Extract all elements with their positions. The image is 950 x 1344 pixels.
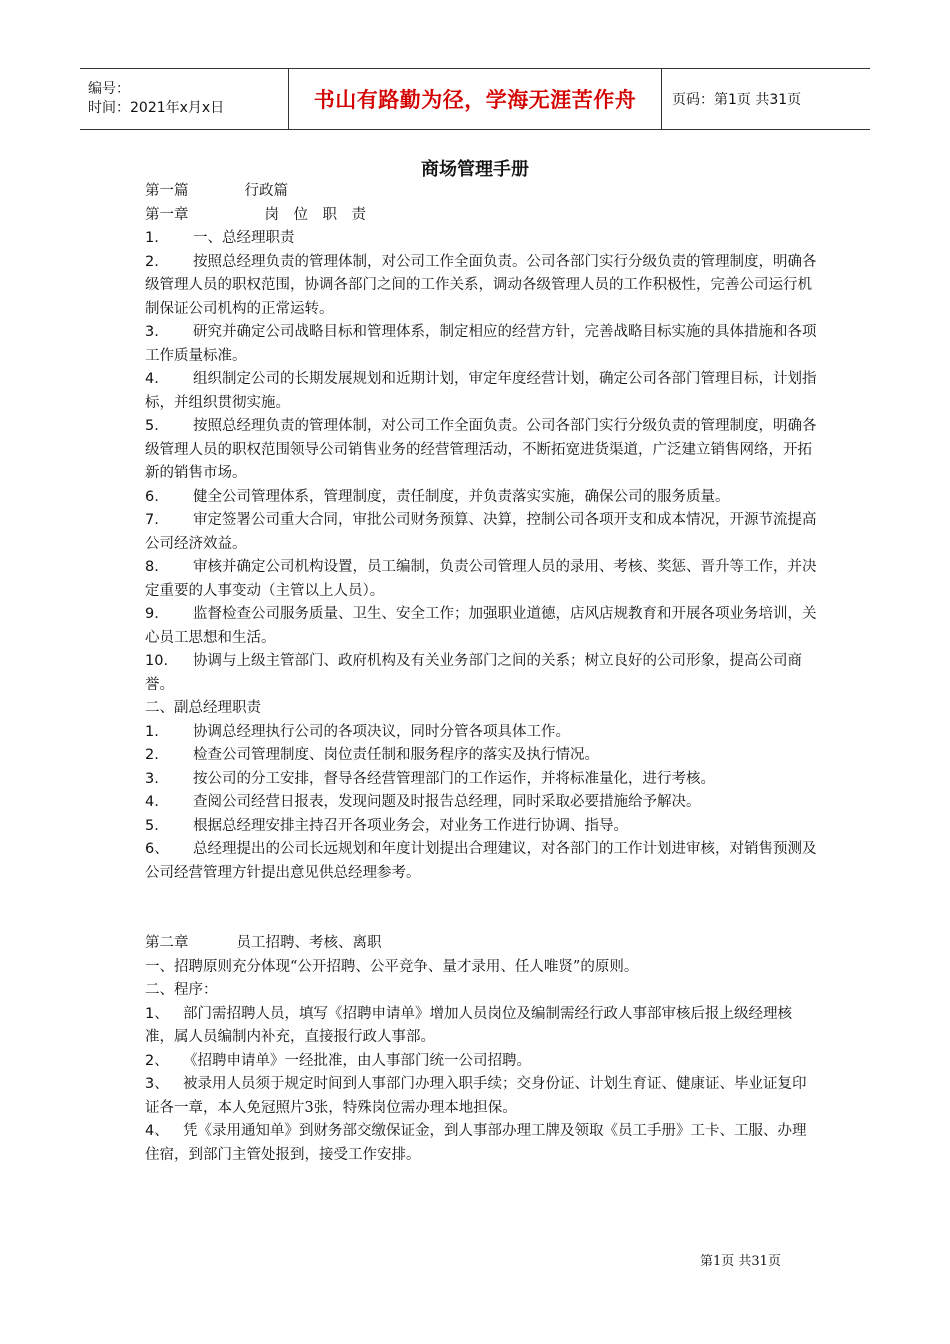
list-item <box>145 509 817 556</box>
item-text: 检查公司管理制度、岗位责任制和服务程序的落实及执行情况。 <box>193 747 599 763</box>
item-number: 5. <box>145 817 159 834</box>
list-item <box>145 603 817 650</box>
chapter1-list <box>145 227 817 697</box>
item-number: 5. <box>145 418 159 434</box>
item-text: 协调与上级主管部门、政府机构及有关业务部门之间的关系；树立良好的公司形象，提高公司商誉。 <box>145 653 802 693</box>
header-page-info: 页码：第1页 共31页 <box>672 92 802 108</box>
item-text: 总经理提出的公司长远规划和年度计划提出合理建议，对各部门的工作计划进审核，对销售预测及公司经营管理方针提出意见供总经理参考。 <box>145 841 817 881</box>
item-text: 按照总经理负责的管理体制，对公司工作全面负责。公司各部门实行分级负责的管理制度，明确各级管理人员的职权范围，协调各部门之间的工作关系，调动各级管理人员的工作积极性，完善公司运行机制保证公司机构的正常运转。 <box>145 253 817 317</box>
list-item <box>145 1120 817 1167</box>
list-item <box>145 321 817 368</box>
page-header <box>80 68 870 130</box>
item-text: 凭《录用通知单》到财务部交缴保证金，到人事部办理工牌及领取《员工手册》工卡、工服、办理住宿，到部门主管处报到，接受工作安排。 <box>145 1123 807 1163</box>
item-number: 6、 <box>145 841 169 857</box>
item-number: 1. <box>145 723 159 740</box>
list-item <box>145 415 817 486</box>
item-text: 审定签署公司重大合同，审批公司财务预算、决算，控制公司各项开支和成本情况，开源节流提高公司经济效益。 <box>145 512 817 552</box>
item-text: 研究并确定公司战略目标和管理体系，制定相应的经营方针，完善战略目标实施的具体措施和各项工作质量标准。 <box>145 324 817 364</box>
item-number: 1. <box>145 230 159 246</box>
item-number: 3、 <box>145 1076 169 1092</box>
header-motto: 书山有路勤为径，学海无涯苦作舟 <box>288 69 662 129</box>
item-number: 7. <box>145 512 159 528</box>
list-item <box>145 768 817 792</box>
header-meta <box>80 69 288 129</box>
chapter1-heading: 第一章 岗 位 职 责 <box>145 206 366 223</box>
list-item <box>145 1050 817 1074</box>
recruit-principle: 一、招聘原则充分体现“公开招聘、公平竞争、量才录用、任人唯贤”的原则。 <box>145 958 639 975</box>
item-text: 被录用人员须于规定时间到人事部门办理入职手续；交身份证、计划生育证、健康证、毕业证复印证各一章，本人免冠照片3张，特殊岗位需办理本地担保。 <box>145 1076 807 1116</box>
item-number: 3. <box>145 324 159 340</box>
item-text: 《招聘申请单》一经批准，由人事部门统一公司招聘。 <box>183 1052 531 1069</box>
chapter2-heading: 第二章 员工招聘、考核、离职 <box>145 935 382 951</box>
item-number: 6. <box>145 488 159 505</box>
item-number: 9. <box>145 606 159 622</box>
list-item <box>145 251 817 322</box>
page-footer: 第1页 共31页 <box>700 1254 781 1269</box>
list-item <box>145 650 817 697</box>
item-number: 10. <box>145 653 169 669</box>
item-text: 查阅公司经营日报表，发现问题及时报告总经理，同时采取必要措施给予解决。 <box>193 794 701 810</box>
item-number: 1、 <box>145 1005 169 1022</box>
item-text: 按公司的分工安排，督导各经营管理部门的工作运作，并将标准量化，进行考核。 <box>193 770 715 787</box>
item-text: 审核并确定公司机构设置，员工编制，负责公司管理人员的录用、考核、奖惩、晋升等工作，并决定重要的人事变动（主管以上人员）。 <box>145 559 817 599</box>
item-number: 8. <box>145 559 159 575</box>
list-item <box>145 368 817 415</box>
procedure-heading: 二、程序： <box>145 982 218 998</box>
list-item <box>145 791 817 815</box>
procedure-list <box>145 1003 817 1168</box>
item-text: 健全公司管理体系，管理制度，责任制度，并负责落实实施，确保公司的服务质量。 <box>193 488 730 505</box>
list-item <box>145 721 817 745</box>
item-number: 4、 <box>145 1123 169 1139</box>
item-number: 3. <box>145 770 159 787</box>
document-body <box>145 180 817 1167</box>
list-item <box>145 486 817 510</box>
list-item <box>145 1003 817 1050</box>
item-text: 组织制定公司的长期发展规划和近期计划，审定年度经营计划，确定公司各部门管理目标，计划指标，并组织贯彻实施。 <box>145 371 817 411</box>
item-number: 2. <box>145 253 159 270</box>
list-item <box>145 1073 817 1120</box>
item-number: 2、 <box>145 1052 169 1069</box>
item-text: 部门需招聘人员，填写《招聘申请单》增加人员岗位及编制需经行政人事部审核后报上级经理核准，属人员编制内补充，直接报行政人事部。 <box>145 1005 792 1045</box>
item-text: 按照总经理负责的管理体制，对公司工作全面负责。公司各部门实行分级负责的管理制度，明确各级管理人员的职权范围领导公司销售业务的经营管理活动，不断拓宽进货渠道，广泛建立销售网络，开拓新的销售市场。 <box>145 418 817 481</box>
item-number: 4. <box>145 794 159 810</box>
list-item <box>145 838 817 885</box>
part-heading: 第一篇 行政篇 <box>145 183 288 199</box>
item-text: 根据总经理安排主持召开各项业务会，对业务工作进行协调、指导。 <box>193 817 628 834</box>
item-text: 协调总经理执行公司的各项决议，同时分管各项具体工作。 <box>193 723 570 740</box>
time-label: 时间：2021年x月x日 <box>88 100 225 116</box>
deputy-list <box>145 721 817 886</box>
list-item <box>145 815 817 839</box>
item-text: 一、总经理职责 <box>193 230 295 246</box>
list-item <box>145 227 817 251</box>
list-item <box>145 744 817 768</box>
item-number: 2. <box>145 747 159 763</box>
item-text: 监督检查公司服务质量、卫生、安全工作；加强职业道德，店风店规教育和开展各项业务培训，关心员工思想和生活。 <box>145 606 817 646</box>
deputy-heading: 二、副总经理职责 <box>145 700 261 716</box>
document-title: 商场管理手册 <box>421 159 529 180</box>
serial-label: 编号： <box>88 81 130 97</box>
item-number: 4. <box>145 371 159 387</box>
list-item <box>145 556 817 603</box>
